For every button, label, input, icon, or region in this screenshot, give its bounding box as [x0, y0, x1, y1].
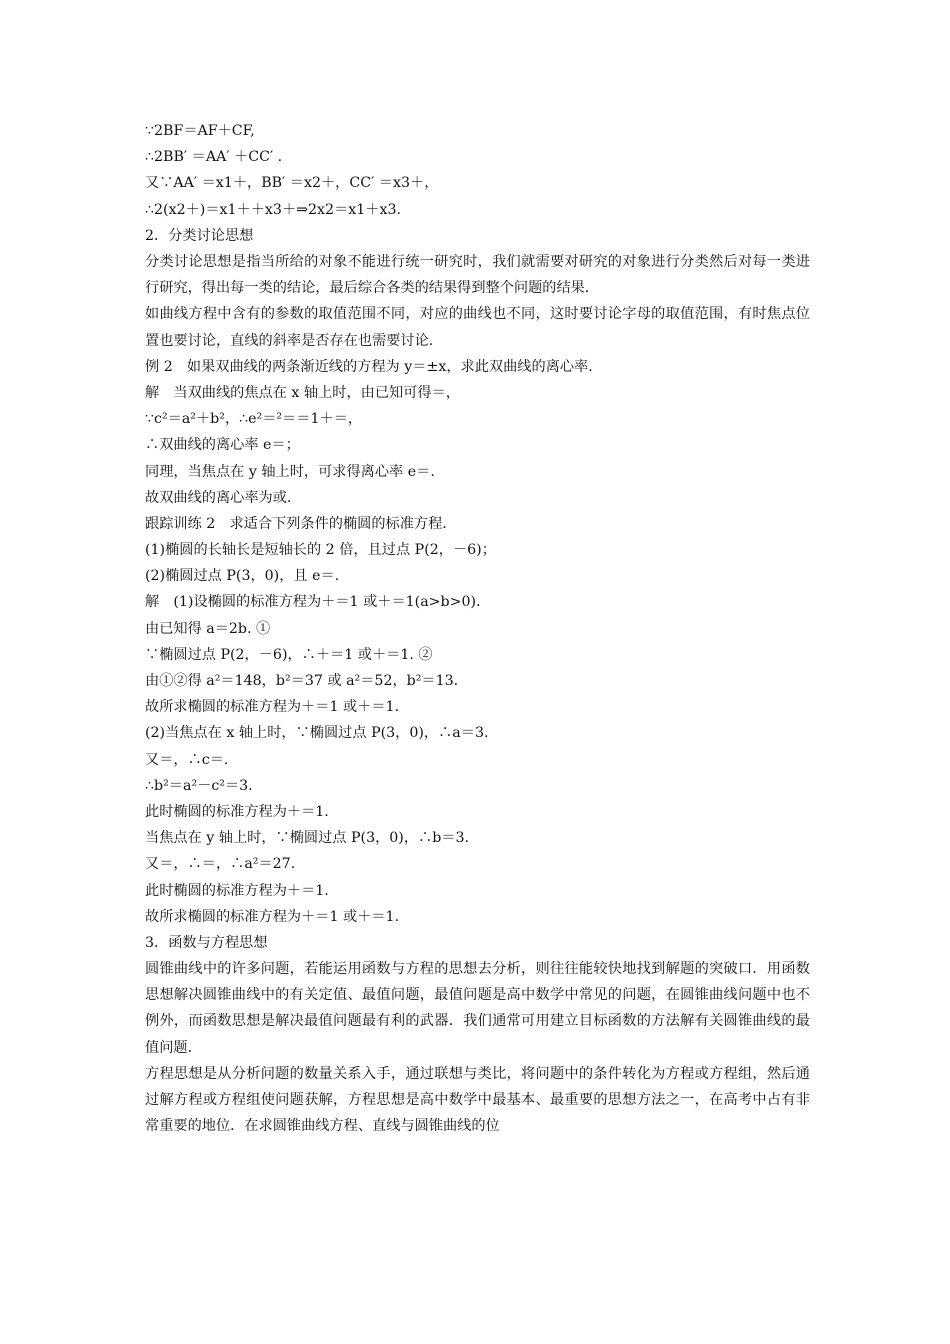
example-line: 同理，当焦点在 y 轴上时，可求得离心率 e＝. — [145, 463, 435, 480]
example-line: 解 (1)设椭圆的标准方程为＋＝1 或＋＝1(a>b>0)． — [145, 594, 491, 611]
example-line: 当焦点在 y 轴上时，∵椭圆过点 P(3，0)，∴b＝3. — [145, 830, 470, 847]
text-line: ∵2BF＝AF＋CF, — [145, 123, 255, 139]
text-line: ∴2BB′ ＝AA′ ＋CC′ . — [145, 149, 283, 166]
example-line: 此时椭圆的标准方程为＋＝1. — [145, 803, 329, 820]
text-line: ∴2(x2＋)＝x1＋＋x3＋⇒2x2＝x1＋x3. — [145, 201, 402, 218]
example-line: ∵椭圆过点 P(2，－6)，∴＋＝1 或＋＝1. ② — [145, 646, 433, 663]
section-heading-classification: 2．分类讨论思想 — [145, 227, 254, 244]
example-line: 解 当双曲线的焦点在 x 轴上时，由已知可得＝， — [145, 384, 460, 401]
example-line: 由①②得 a²＝148，b²＝37 或 a²＝52，b²＝13. — [145, 673, 459, 689]
example-line: 故双曲线的离心率为或. — [145, 489, 292, 506]
example-line: 故所求椭圆的标准方程为＋＝1 或＋＝1. — [145, 699, 400, 716]
example-line: 由已知得 a＝2b. ① — [145, 620, 271, 637]
paragraph: 方程思想是从分析问题的数量关系入手，通过联想与类比，将问题中的条件转化为方程或方程组，然后通过解方程或方程组使问题获解，方程思想是高中数学中最基本、最重要的思想方法之一，在高考中占有非常重要的地位．在求圆锥曲线方程、直线与圆锥曲线的位 — [145, 1065, 810, 1135]
example-line: ∴双曲线的离心率 e＝； — [145, 437, 300, 454]
example-line: 又＝，∴＝，∴a²＝27. — [145, 856, 296, 873]
text-line: 又∵AA′ ＝x1＋，BB′ ＝x2＋，CC′ ＝x3＋， — [145, 175, 439, 192]
example-line: (1)椭圆的长轴长是短轴长的 2 倍，且过点 P(2，－6)； — [145, 542, 496, 559]
paragraph: 圆锥曲线中的许多问题，若能运用函数与方程的思想去分析，则往往能较快地找到解题的突破口．用函数思想解决圆锥曲线中的有关定值、最值问题，最值问题是高中数学中常见的问题，在圆锥曲线问题中也不例外，而函数思想是解决最值问题最有利的武器．我们通常可用建立目标函数的方法解有关圆锥曲线的最值问题． — [145, 961, 810, 1056]
paragraph: 分类讨论思想是指当所给的对象不能进行统一研究时，我们就需要对研究的对象进行分类然后对每一类进行研究，得出每一类的结论，最后综合各类的结果得到整个问题的结果． — [145, 253, 810, 297]
example-line: 跟踪训练 2 求适合下列条件的椭圆的标准方程． — [145, 515, 457, 532]
example-line: ∵c²＝a²＋b²，∴e²＝²＝＝1＋＝， — [145, 411, 363, 428]
example-line: 例 2 如果双曲线的两条渐近线的方程为 y＝±x，求此双曲线的离心率． — [145, 358, 603, 375]
example-line: 又＝，∴c＝. — [145, 751, 229, 768]
example-line: 故所求椭圆的标准方程为＋＝1 或＋＝1. — [145, 908, 400, 925]
document-body — [145, 118, 810, 1139]
example-line: ∴b²＝a²－c²＝3. — [145, 777, 253, 794]
example-line: (2)椭圆过点 P(3，0)，且 e＝. — [145, 568, 340, 585]
paragraph: 如曲线方程中含有的参数的取值范围不同，对应的曲线也不同，这时要讨论字母的取值范围，有时焦点位置也要讨论，直线的斜率是否存在也需要讨论． — [145, 306, 810, 349]
example-line: (2)当焦点在 x 轴上时，∵椭圆过点 P(3，0)，∴a＝3. — [145, 725, 489, 742]
example-line: 此时椭圆的标准方程为＋＝1. — [145, 882, 329, 899]
section-heading-function-equation: 3．函数与方程思想 — [145, 934, 268, 951]
